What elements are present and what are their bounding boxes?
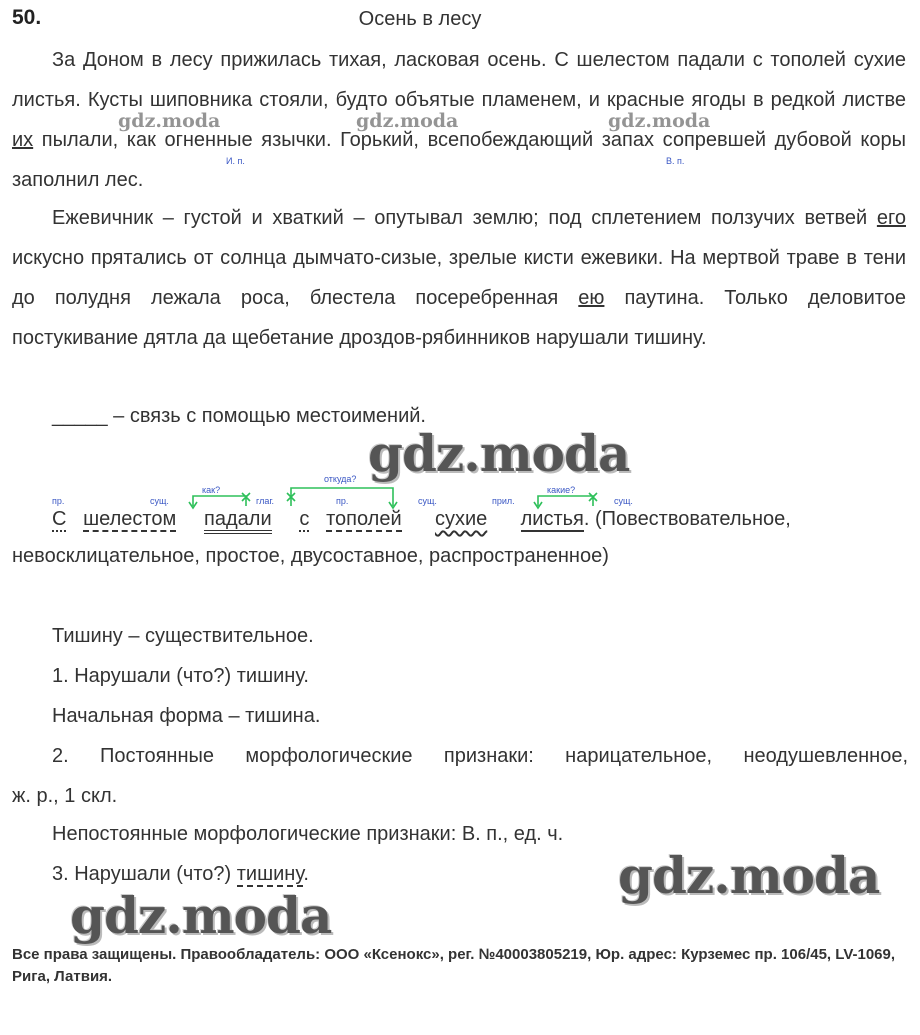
sentence-characteristics: невосклицательное, простое, двусоставное, распространенное) bbox=[12, 545, 609, 567]
pos-label-1: пр. bbox=[52, 496, 65, 506]
parse-word-3: падали bbox=[204, 508, 272, 534]
watermark-small-3: gdz.moda bbox=[608, 110, 711, 132]
paragraph-1: За Доном в лесу прижилась тихая, ласковая осень. С шелестом падали с тополей сухие листья. Кусты шиповника стояли, будто объятые пламенем, и красные ягоды в редкой листве их пылали, как огненные язычки. Горький, всепобеждающий запах сопревшей дубовой коры заполнил лес. bbox=[12, 49, 906, 191]
parse-word-7: листья bbox=[520, 508, 584, 530]
pronoun-link-note: _____ – связь с помощью местоимений. bbox=[52, 405, 426, 427]
exercise-number: 50. bbox=[12, 6, 42, 29]
parse-word-1: С bbox=[52, 508, 67, 530]
morph-line-6: 3. Нарушали (что?) тишину. bbox=[52, 863, 309, 885]
question-label-1: как? bbox=[202, 485, 221, 495]
case-mark-ip: И. п. bbox=[226, 156, 245, 166]
pos-label-2: сущ. bbox=[150, 496, 169, 506]
watermark-large-3: gdz.moda bbox=[70, 886, 332, 945]
pos-label-6: прил. bbox=[492, 496, 515, 506]
parse-word-6: сухие bbox=[434, 508, 488, 530]
paragraph-2: Ежевичник – густой и хваткий – опутывал землю; под сплетением ползучих ветвей его искусно прятались от солнца дымчато-сизые, зрелые кисти ежевики. На мертвой траве в тени до полудня лежала роса, блестела посеребренная ею паутина. Только деловитое постукивание дятла да щебетание дроздов-рябинников нарушали тишину. bbox=[12, 207, 906, 349]
morph-line-3: Начальная форма – тишина. bbox=[52, 705, 321, 727]
question-label-2: откуда? bbox=[324, 474, 357, 484]
pos-label-7: сущ. bbox=[614, 496, 633, 506]
page-title: Осень в лесу bbox=[358, 8, 482, 30]
pronoun-their: их bbox=[12, 129, 34, 151]
watermark-large-2: gdz.moda bbox=[618, 846, 880, 905]
pronoun-his: его bbox=[876, 207, 906, 229]
morph-line-4: 2. Постоянные морфологические признаки: нарицательное, неодушевленное, bbox=[52, 745, 908, 767]
case-mark-vp: В. п. bbox=[666, 156, 685, 166]
morph-line-2: 1. Нарушали (что?) тишину. bbox=[52, 665, 309, 687]
parse-word-4: с bbox=[299, 508, 310, 530]
morph-line-4b: ж. р., 1 скл. bbox=[12, 785, 118, 807]
parsed-sentence: С шелестом падали с тополей сухие листья. (Повествовательное, bbox=[52, 505, 791, 533]
morph-line-1: Тишину – существительное. bbox=[52, 625, 314, 647]
watermark-small-1: gdz.moda bbox=[118, 110, 221, 132]
watermark-small-2: gdz.moda bbox=[356, 110, 459, 132]
watermark-large-1: gdz.moda bbox=[368, 424, 630, 483]
parse-word-2: шелестом bbox=[83, 508, 177, 530]
copyright-footer: Все права защищены. Правообладатель: ООО «Ксенокс», рег. №40003805219, Юр. адрес: Курземес пр. 106/45, LV-1069, Рига, Латвия. bbox=[12, 946, 896, 985]
pos-label-5: сущ. bbox=[418, 496, 437, 506]
pos-label-4: пр. bbox=[336, 496, 349, 506]
morph-line-5: Непостоянные морфологические признаки: В. п., ед. ч. bbox=[52, 823, 564, 845]
pronoun-her: ею bbox=[578, 287, 605, 309]
pos-label-3: глаг. bbox=[256, 496, 275, 506]
parse-word-5: тополей bbox=[326, 508, 402, 530]
question-label-3: какие? bbox=[547, 485, 576, 495]
